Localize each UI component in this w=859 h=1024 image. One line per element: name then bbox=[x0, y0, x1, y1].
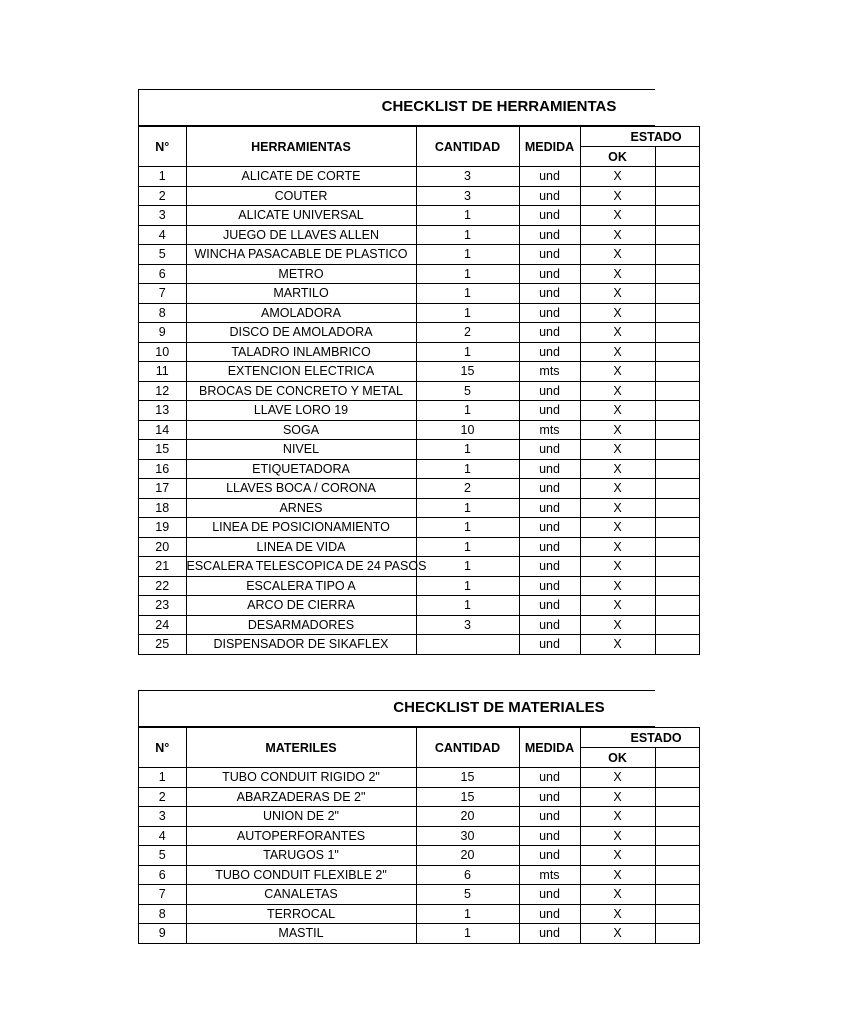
item-name: LINEA DE VIDA bbox=[186, 537, 416, 557]
quantity: 10 bbox=[416, 420, 519, 440]
item-name: DESARMADORES bbox=[186, 615, 416, 635]
unit: und bbox=[519, 498, 580, 518]
table-row bbox=[139, 186, 699, 206]
header-extra bbox=[655, 748, 699, 768]
header-cantidad: CANTIDAD bbox=[416, 728, 519, 768]
item-name: CANALETAS bbox=[186, 885, 416, 905]
extra-cell bbox=[655, 186, 699, 206]
quantity: 15 bbox=[416, 787, 519, 807]
extra-cell bbox=[655, 206, 699, 226]
row-number: 4 bbox=[139, 826, 186, 846]
item-name: NIVEL bbox=[186, 440, 416, 460]
extra-cell bbox=[655, 225, 699, 245]
unit: und bbox=[519, 807, 580, 827]
ok-mark: X bbox=[580, 245, 655, 265]
extra-cell bbox=[655, 596, 699, 616]
item-name: ESCALERA TIPO A bbox=[186, 576, 416, 596]
ok-mark: X bbox=[580, 537, 655, 557]
extra-cell bbox=[655, 557, 699, 577]
row-number: 6 bbox=[139, 264, 186, 284]
extra-cell bbox=[655, 264, 699, 284]
table-row bbox=[139, 498, 699, 518]
unit: mts bbox=[519, 865, 580, 885]
extra-cell bbox=[655, 420, 699, 440]
quantity: 1 bbox=[416, 264, 519, 284]
unit: und bbox=[519, 479, 580, 499]
table-row bbox=[139, 807, 699, 827]
table-row bbox=[139, 615, 699, 635]
extra-cell bbox=[655, 362, 699, 382]
ok-mark: X bbox=[580, 865, 655, 885]
materiales-title-row bbox=[139, 690, 655, 727]
item-name: LLAVES BOCA / CORONA bbox=[186, 479, 416, 499]
extra-cell bbox=[655, 924, 699, 944]
quantity: 1 bbox=[416, 537, 519, 557]
table-row bbox=[139, 846, 699, 866]
ok-mark: X bbox=[580, 596, 655, 616]
header-estado: ESTADO bbox=[580, 127, 699, 147]
quantity: 2 bbox=[416, 323, 519, 343]
herramientas-title: CHECKLIST DE HERRAMIENTAS bbox=[381, 98, 617, 115]
item-name: MASTIL bbox=[186, 924, 416, 944]
table-row bbox=[139, 167, 699, 187]
quantity: 1 bbox=[416, 557, 519, 577]
ok-mark: X bbox=[580, 401, 655, 421]
extra-cell bbox=[655, 284, 699, 304]
header-materiales: MATERILES bbox=[186, 728, 416, 768]
unit: und bbox=[519, 284, 580, 304]
table-row bbox=[139, 537, 699, 557]
unit: und bbox=[519, 323, 580, 343]
extra-cell bbox=[655, 518, 699, 538]
header-n: N° bbox=[139, 728, 186, 768]
item-name: BROCAS DE CONCRETO Y METAL bbox=[186, 381, 416, 401]
table-row bbox=[139, 459, 699, 479]
quantity: 15 bbox=[416, 362, 519, 382]
quantity: 1 bbox=[416, 284, 519, 304]
ok-mark: X bbox=[580, 381, 655, 401]
unit: und bbox=[519, 167, 580, 187]
item-name: ABARZADERAS DE 2" bbox=[186, 787, 416, 807]
item-name: LLAVE LORO 19 bbox=[186, 401, 416, 421]
row-number: 21 bbox=[139, 557, 186, 577]
unit: und bbox=[519, 264, 580, 284]
table-row bbox=[139, 323, 699, 343]
item-name: AUTOPERFORANTES bbox=[186, 826, 416, 846]
item-name: SOGA bbox=[186, 420, 416, 440]
quantity: 20 bbox=[416, 846, 519, 866]
extra-cell bbox=[655, 635, 699, 655]
table-row bbox=[139, 904, 699, 924]
quantity: 1 bbox=[416, 596, 519, 616]
quantity: 1 bbox=[416, 518, 519, 538]
header-ok: OK bbox=[580, 147, 655, 167]
unit: und bbox=[519, 904, 580, 924]
row-number: 10 bbox=[139, 342, 186, 362]
row-number: 12 bbox=[139, 381, 186, 401]
unit: und bbox=[519, 401, 580, 421]
item-name: DISCO DE AMOLADORA bbox=[186, 323, 416, 343]
row-number: 4 bbox=[139, 225, 186, 245]
extra-cell bbox=[655, 167, 699, 187]
quantity: 3 bbox=[416, 167, 519, 187]
header-n: N° bbox=[139, 127, 186, 167]
unit: und bbox=[519, 826, 580, 846]
herramientas-body bbox=[139, 167, 699, 655]
row-number: 3 bbox=[139, 206, 186, 226]
table-row bbox=[139, 206, 699, 226]
quantity: 1 bbox=[416, 440, 519, 460]
row-number: 2 bbox=[139, 186, 186, 206]
ok-mark: X bbox=[580, 635, 655, 655]
ok-mark: X bbox=[580, 807, 655, 827]
ok-mark: X bbox=[580, 186, 655, 206]
header-estado: ESTADO bbox=[580, 728, 699, 748]
unit: und bbox=[519, 440, 580, 460]
table-row bbox=[139, 885, 699, 905]
ok-mark: X bbox=[580, 479, 655, 499]
unit: und bbox=[519, 245, 580, 265]
herramientas-table bbox=[139, 126, 700, 655]
item-name: TUBO CONDUIT FLEXIBLE 2" bbox=[186, 865, 416, 885]
quantity: 1 bbox=[416, 401, 519, 421]
item-name: WINCHA PASACABLE DE PLASTICO bbox=[186, 245, 416, 265]
item-name: ETIQUETADORA bbox=[186, 459, 416, 479]
row-number: 11 bbox=[139, 362, 186, 382]
table-row bbox=[139, 401, 699, 421]
item-name: JUEGO DE LLAVES ALLEN bbox=[186, 225, 416, 245]
row-number: 5 bbox=[139, 245, 186, 265]
row-number: 5 bbox=[139, 846, 186, 866]
table-row bbox=[139, 245, 699, 265]
item-name: UNION DE 2" bbox=[186, 807, 416, 827]
extra-cell bbox=[655, 342, 699, 362]
quantity: 30 bbox=[416, 826, 519, 846]
materiales-sheet bbox=[138, 690, 682, 944]
row-number: 18 bbox=[139, 498, 186, 518]
extra-cell bbox=[655, 904, 699, 924]
table-row bbox=[139, 787, 699, 807]
item-name: DISPENSADOR DE SIKAFLEX bbox=[186, 635, 416, 655]
unit: und bbox=[519, 381, 580, 401]
quantity: 1 bbox=[416, 924, 519, 944]
ok-mark: X bbox=[580, 303, 655, 323]
table-row bbox=[139, 924, 699, 944]
item-name: TALADRO INLAMBRICO bbox=[186, 342, 416, 362]
unit: und bbox=[519, 846, 580, 866]
quantity: 20 bbox=[416, 807, 519, 827]
row-number: 3 bbox=[139, 807, 186, 827]
materiales-table bbox=[139, 727, 700, 944]
unit: und bbox=[519, 787, 580, 807]
extra-cell bbox=[655, 303, 699, 323]
unit: und bbox=[519, 885, 580, 905]
row-number: 7 bbox=[139, 885, 186, 905]
row-number: 22 bbox=[139, 576, 186, 596]
ok-mark: X bbox=[580, 615, 655, 635]
ok-mark: X bbox=[580, 167, 655, 187]
item-name: EXTENCION ELECTRICA bbox=[186, 362, 416, 382]
ok-mark: X bbox=[580, 206, 655, 226]
quantity: 1 bbox=[416, 576, 519, 596]
table-row bbox=[139, 440, 699, 460]
ok-mark: X bbox=[580, 342, 655, 362]
row-number: 25 bbox=[139, 635, 186, 655]
item-name: LINEA DE POSICIONAMIENTO bbox=[186, 518, 416, 538]
ok-mark: X bbox=[580, 557, 655, 577]
quantity: 1 bbox=[416, 225, 519, 245]
header-cantidad: CANTIDAD bbox=[416, 127, 519, 167]
ok-mark: X bbox=[580, 440, 655, 460]
extra-cell bbox=[655, 807, 699, 827]
unit: und bbox=[519, 768, 580, 788]
extra-cell bbox=[655, 479, 699, 499]
header-extra bbox=[655, 147, 699, 167]
table-row bbox=[139, 264, 699, 284]
header-medida: MEDIDA bbox=[519, 127, 580, 167]
item-name: ARCO DE CIERRA bbox=[186, 596, 416, 616]
ok-mark: X bbox=[580, 576, 655, 596]
extra-cell bbox=[655, 459, 699, 479]
ok-mark: X bbox=[580, 787, 655, 807]
table-row bbox=[139, 420, 699, 440]
unit: und bbox=[519, 225, 580, 245]
table-row bbox=[139, 576, 699, 596]
quantity: 5 bbox=[416, 885, 519, 905]
extra-cell bbox=[655, 401, 699, 421]
row-number: 6 bbox=[139, 865, 186, 885]
unit: und bbox=[519, 924, 580, 944]
unit: und bbox=[519, 303, 580, 323]
row-number: 13 bbox=[139, 401, 186, 421]
herramientas-title-row bbox=[139, 89, 655, 126]
quantity: 1 bbox=[416, 904, 519, 924]
quantity: 2 bbox=[416, 479, 519, 499]
item-name: ALICATE UNIVERSAL bbox=[186, 206, 416, 226]
table-row bbox=[139, 225, 699, 245]
row-number: 14 bbox=[139, 420, 186, 440]
table-row bbox=[139, 303, 699, 323]
row-number: 8 bbox=[139, 303, 186, 323]
table-row bbox=[139, 768, 699, 788]
ok-mark: X bbox=[580, 264, 655, 284]
table-row bbox=[139, 865, 699, 885]
unit: und bbox=[519, 459, 580, 479]
table-row bbox=[139, 557, 699, 577]
item-name: ARNES bbox=[186, 498, 416, 518]
table-row bbox=[139, 381, 699, 401]
unit: und bbox=[519, 635, 580, 655]
quantity: 3 bbox=[416, 186, 519, 206]
quantity: 1 bbox=[416, 245, 519, 265]
ok-mark: X bbox=[580, 323, 655, 343]
quantity: 3 bbox=[416, 615, 519, 635]
header-medida: MEDIDA bbox=[519, 728, 580, 768]
row-number: 23 bbox=[139, 596, 186, 616]
extra-cell bbox=[655, 846, 699, 866]
ok-mark: X bbox=[580, 459, 655, 479]
materiales-title: CHECKLIST DE MATERIALES bbox=[393, 699, 605, 716]
ok-mark: X bbox=[580, 498, 655, 518]
herramientas-sheet bbox=[138, 89, 682, 655]
extra-cell bbox=[655, 768, 699, 788]
quantity: 1 bbox=[416, 206, 519, 226]
item-name: TERROCAL bbox=[186, 904, 416, 924]
item-name: COUTER bbox=[186, 186, 416, 206]
table-row bbox=[139, 362, 699, 382]
quantity: 5 bbox=[416, 381, 519, 401]
unit: und bbox=[519, 186, 580, 206]
extra-cell bbox=[655, 498, 699, 518]
row-number: 9 bbox=[139, 323, 186, 343]
header-herramientas: HERRAMIENTAS bbox=[186, 127, 416, 167]
row-number: 8 bbox=[139, 904, 186, 924]
row-number: 1 bbox=[139, 167, 186, 187]
quantity: 6 bbox=[416, 865, 519, 885]
extra-cell bbox=[655, 537, 699, 557]
table-row bbox=[139, 635, 699, 655]
ok-mark: X bbox=[580, 826, 655, 846]
unit: und bbox=[519, 596, 580, 616]
extra-cell bbox=[655, 576, 699, 596]
item-name: TUBO CONDUIT RIGIDO 2" bbox=[186, 768, 416, 788]
unit: und bbox=[519, 615, 580, 635]
quantity: 1 bbox=[416, 342, 519, 362]
row-number: 17 bbox=[139, 479, 186, 499]
unit: und bbox=[519, 576, 580, 596]
unit: und bbox=[519, 518, 580, 538]
row-number: 7 bbox=[139, 284, 186, 304]
ok-mark: X bbox=[580, 420, 655, 440]
unit: und bbox=[519, 342, 580, 362]
quantity: 15 bbox=[416, 768, 519, 788]
row-number: 24 bbox=[139, 615, 186, 635]
extra-cell bbox=[655, 787, 699, 807]
quantity: 1 bbox=[416, 498, 519, 518]
table-row bbox=[139, 826, 699, 846]
ok-mark: X bbox=[580, 846, 655, 866]
ok-mark: X bbox=[580, 885, 655, 905]
row-number: 20 bbox=[139, 537, 186, 557]
ok-mark: X bbox=[580, 225, 655, 245]
ok-mark: X bbox=[580, 284, 655, 304]
item-name: MARTILO bbox=[186, 284, 416, 304]
unit: mts bbox=[519, 420, 580, 440]
item-name: ESCALERA TELESCOPICA DE 24 PASOS bbox=[186, 557, 416, 577]
extra-cell bbox=[655, 245, 699, 265]
extra-cell bbox=[655, 865, 699, 885]
row-number: 2 bbox=[139, 787, 186, 807]
ok-mark: X bbox=[580, 924, 655, 944]
quantity: 1 bbox=[416, 459, 519, 479]
extra-cell bbox=[655, 381, 699, 401]
row-number: 1 bbox=[139, 768, 186, 788]
extra-cell bbox=[655, 615, 699, 635]
ok-mark: X bbox=[580, 768, 655, 788]
item-name: ALICATE DE CORTE bbox=[186, 167, 416, 187]
extra-cell bbox=[655, 323, 699, 343]
table-row bbox=[139, 284, 699, 304]
row-number: 15 bbox=[139, 440, 186, 460]
materiales-body bbox=[139, 768, 699, 944]
extra-cell bbox=[655, 826, 699, 846]
unit: und bbox=[519, 206, 580, 226]
extra-cell bbox=[655, 440, 699, 460]
table-row bbox=[139, 518, 699, 538]
unit: und bbox=[519, 537, 580, 557]
row-number: 9 bbox=[139, 924, 186, 944]
item-name: METRO bbox=[186, 264, 416, 284]
item-name: AMOLADORA bbox=[186, 303, 416, 323]
item-name: TARUGOS 1" bbox=[186, 846, 416, 866]
table-row bbox=[139, 596, 699, 616]
quantity: 1 bbox=[416, 303, 519, 323]
table-row bbox=[139, 479, 699, 499]
row-number: 19 bbox=[139, 518, 186, 538]
ok-mark: X bbox=[580, 518, 655, 538]
unit: mts bbox=[519, 362, 580, 382]
extra-cell bbox=[655, 885, 699, 905]
ok-mark: X bbox=[580, 904, 655, 924]
header-ok: OK bbox=[580, 748, 655, 768]
unit: und bbox=[519, 557, 580, 577]
quantity bbox=[416, 635, 519, 655]
ok-mark: X bbox=[580, 362, 655, 382]
table-row bbox=[139, 342, 699, 362]
row-number: 16 bbox=[139, 459, 186, 479]
